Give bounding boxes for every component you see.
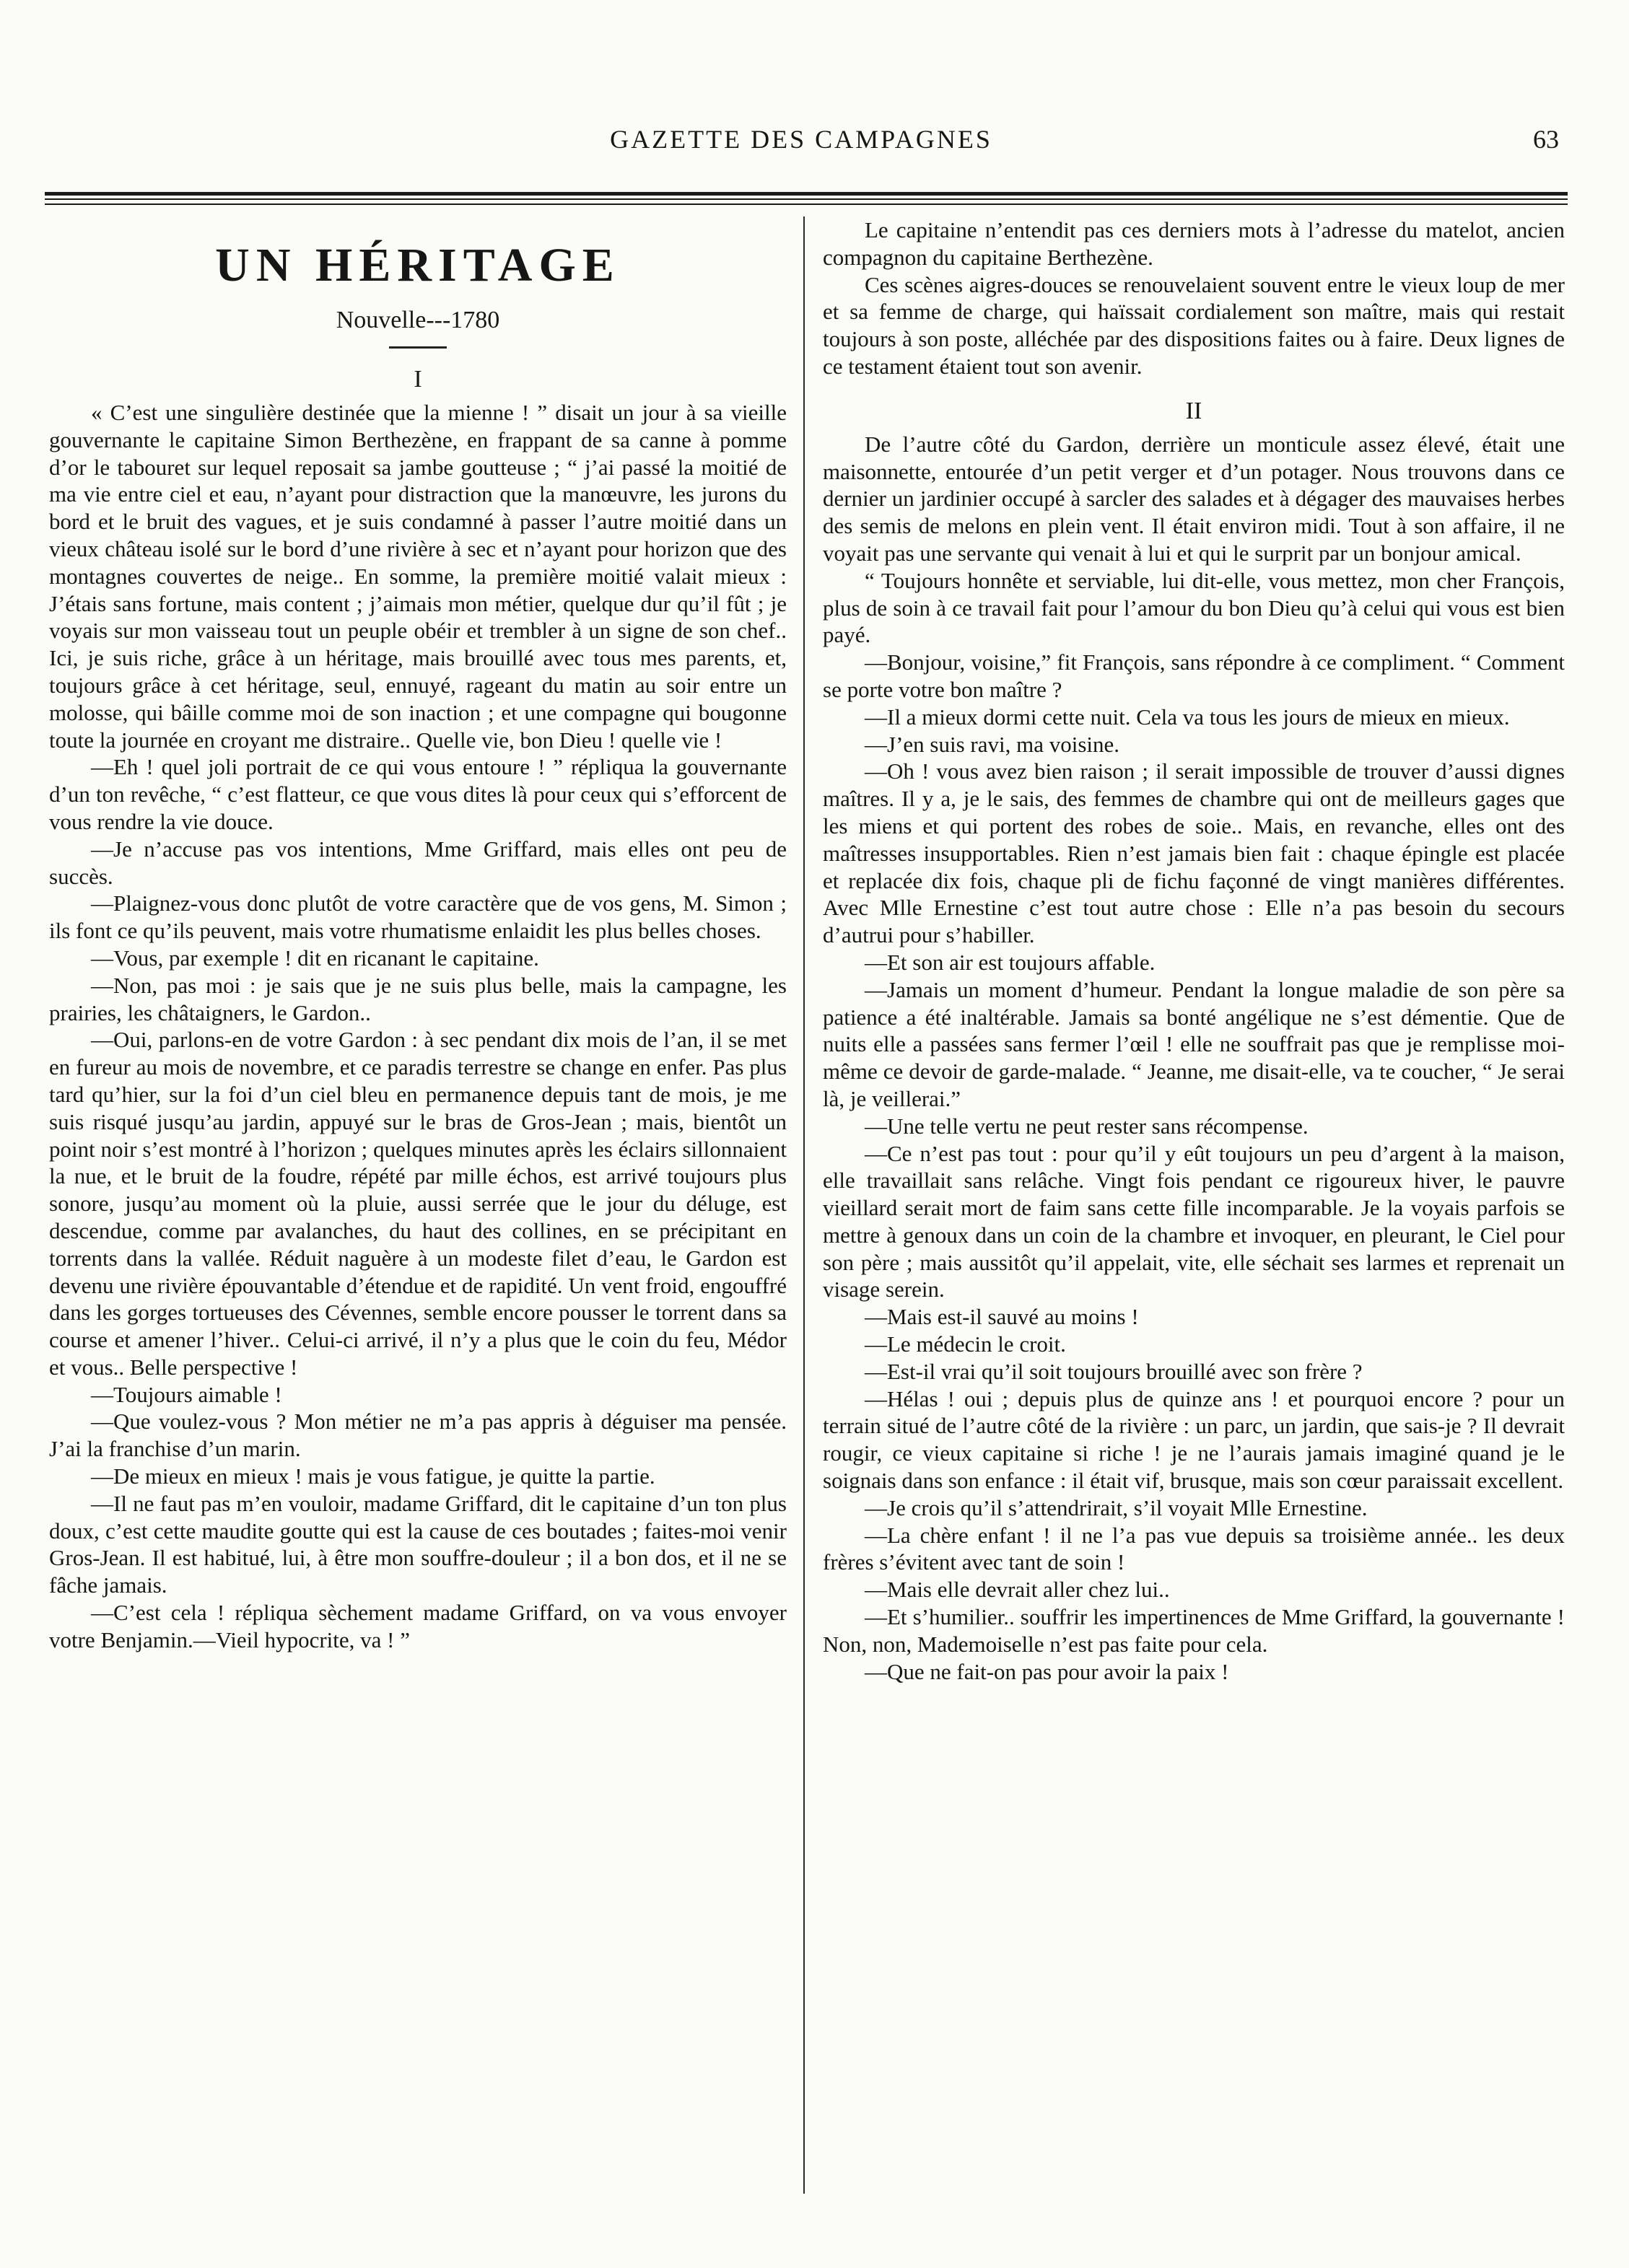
paragraph: Le capitaine n’entendit pas ces derniers mots à l’adresse du matelot, ancien compagnon du capitaine Berthezène.: [823, 217, 1565, 270]
section-number-1: I: [414, 366, 422, 393]
paragraph: —Je crois qu’il s’attendrirait, s’il voyait Mlle Ernestine.: [865, 1494, 1368, 1520]
paragraph: —Il a mieux dormi cette nuit. Cela va tous les jours de mieux en mieux.: [865, 704, 1510, 730]
paragraph: —Et son air est toujours affable.: [865, 949, 1156, 975]
paragraph: —Oh ! vous avez bien raison ; il serait impossible de trouver d’aussi dignes maîtres. Il y a, je le sais, des femmes de chambre qui ont de meilleurs gages que les miens et qui portent des robes de soie.. Mais, en revanche, elles ont des maîtresses insupportables. Rien n’est jamais bien fait : chaque épingle est placée et replacée dix fois, chaque pli de fichu façonné de vingt manières différentes. Avec Mlle Ernestine c’est tout autre chose : Elle n’a pas besoin du secours d’autrui pour s’habiller.: [823, 758, 1565, 948]
paragraph: —C’est cela ! répliqua sèchement madame Griffard, on va vous envoyer votre Benjamin.—Vieil hypocrite, va ! ”: [49, 1600, 787, 1652]
paragraph: —Ce n’est pas tout : pour qu’il y eût toujours un peu d’argent à la maison, elle travaillait sans relâche. Vingt fois pendant ce rigoureux hiver, le pauvre vieillard serait mort de faim sans cette fille incomparable. Je la voyais parfois se mettre à genoux dans un coin de la chambre et invoquer, en pleurant, le Ciel pour son père ; mais aussitôt qu’il appelait, vite, elle séchait ses larmes et reprenait un visage serein.: [823, 1140, 1565, 1302]
paragraph: —Bonjour, voisine,” fit François, sans répondre à ce compliment. “ Comment se porte votre bon maître ?: [823, 649, 1565, 702]
paragraph: —Que ne fait-on pas pour avoir la paix !: [865, 1658, 1229, 1684]
header-rule-thin: [45, 198, 1568, 200]
paragraph: —Une telle vertu ne peut rester sans récompense.: [865, 1113, 1309, 1139]
paragraph: —Oui, parlons-en de votre Gardon : à sec pendant dix mois de l’an, il se met en fureur au mois de novembre, et ce paradis terrestre se change en enfer. Pas plus tard qu’hier, sur la foi d’un ciel bleu en permanence depuis tant de mois, je me suis risqué jusqu’au jardin, appuyé sur le bras de Gros-Jean ; mais, bientôt un point noir s’est montré à l’horizon ; quelques minutes après les éclairs sillonnaient la nue, et le bruit de la foudre, répété par mille échos, est arrivé toujours plus sonore, jusqu’au moment où la pluie, aussi serrée que le jour du déluge, est descendue, comme par avalanches, du haut des collines, en se précipitant en torrents dans la vallée. Réduit naguère à un modeste filet d’eau, le Gardon est devenu une rivière épouvantable d’étendue et de rapidité. Un vent froid, engouffré dans les gorges tortueuses des Cévennes, semble encore pousser le torrent dans sa course et amener l’hiver.. Celui-ci arrivé, il n’y a plus que le coin du feu, Médor et vous.. Belle perspective !: [49, 1027, 787, 1380]
paragraph: —Il ne faut pas m’en vouloir, madame Griffard, dit le capitaine d’un ton plus doux, c’est cette maudite goutte qui est la cause de ces boutades ; faites-moi venir Gros-Jean. Il est habitué, lui, à être mon souffre-douleur ; il a bon dos, et il ne se fâche jamais.: [49, 1490, 787, 1598]
title-rule: [389, 346, 447, 349]
running-title: GAZETTE DES CAMPAGNES: [610, 125, 992, 154]
paragraph: —Vous, par exemple ! dit en ricanant le capitaine.: [91, 945, 539, 971]
paragraph: —Est-il vrai qu’il soit toujours brouillé avec son frère ?: [865, 1358, 1363, 1384]
paragraph: —Toujours aimable !: [91, 1381, 282, 1407]
paragraph: —Non, pas moi : je sais que je ne suis plus belle, mais la campagne, les prairies, les châtaigners, le Gardon..: [49, 972, 787, 1025]
running-head: [43, 124, 1559, 167]
paragraph: —Et s’humilier.. souffrir les impertinences de Mme Griffard, la gouvernante ! Non, non, Mademoiselle n’est pas faite pour cela.: [823, 1604, 1565, 1657]
paragraph: —Jamais un moment d’humeur. Pendant la longue maladie de son père sa patience a été inaltérable. Jamais sa bonté angélique ne s’est démentie. Que de nuits elle a passées sans fermer l’œil ! elle ne souffrait pas que je remplisse moi-même ce devoir de garde-malade. “ Jeanne, me disait-elle, va te coucher, “ Je serai là, je veillerai.”: [823, 976, 1565, 1111]
paragraph: —Que voulez-vous ? Mon métier ne m’a pas appris à déguiser ma pensée. J’ai la franchise d’un marin.: [49, 1409, 787, 1462]
left-column: [49, 216, 787, 1654]
paragraph: « C’est une singulière destinée que la mienne ! ” disait un jour à sa vieille gouvernante le capitaine Simon Berthezène, en frappant de sa canne à pomme d’or le tabouret sur lequel reposait sa jambe goutteuse ; “ j’ai passé la moitié de ma vie entre ciel et eau, n’ayant pour distraction que la manœuvre, les jurons du bord et le bruit des vagues, et je suis condamné à passer l’autre moitié dans un vieux château isolé sur le bord d’une rivière à sec et n’ayant pour horizon que des montagnes couvertes de neige.. En somme, la première moitié valait mieux : J’étais sans fortune, mais content ; j’aimais mon métier, quelque dur qu’il fût ; je voyais sur mon vaisseau tout un peuple obéir et trembler à un signe de son chef.. Ici, je suis riche, grâce à un héritage, mais brouillé avec tous mes parents, et, toujours grâce à cet héritage, seul, ennuyé, rageant du matin au soir entre un molosse, qui bâille comme moi de son inaction ; et une compagne qui bougonne toute la journée en croyant me distraire.. Quelle vie, bon Dieu ! quelle vie !: [49, 400, 787, 753]
page-number: 63: [1533, 125, 1559, 154]
paragraph: —Eh ! quel joli portrait de ce qui vous entoure ! ” répliqua la gouvernante d’un ton revêche, “ c’est flatteur, ce que vous dites là pour ceux qui s’efforcent de vous rendre la vie douce.: [49, 754, 787, 834]
paragraph: —J’en suis ravi, ma voisine.: [865, 731, 1120, 757]
section-number-2: II: [1185, 397, 1202, 424]
right-column: [823, 216, 1565, 1685]
paragraph: Ces scènes aigres-douces se renouvelaient souvent entre le vieux loup de mer et sa femme de charge, qui haïssait cordialement son maître, mais qui restait toujours à son poste, alléchée par des dispositions faites ou à faire. Deux lignes de ce testament étaient tout son avenir.: [823, 271, 1565, 379]
paragraph: “ Toujours honnête et serviable, lui dit-elle, vous mettez, mon cher François, plus de soin à ce travail fait pour l’amour du bon Dieu qu’à celui qui vous est bien payé.: [823, 567, 1565, 648]
paragraph: —La chère enfant ! il ne l’a pas vue depuis sa troisième année.. les deux frères s’évitent avec tant de soin !: [823, 1522, 1565, 1575]
paragraph: De l’autre côté du Gardon, derrière un monticule assez élevé, était une maisonnette, entourée d’un petit verger et d’un potager. Nous trouvons dans ce dernier un jardinier occupé à sarcler des salades et à dégager des mauvaises herbes des semis de melons en plein vent. Il était environ midi. Tout à son affaire, il ne voyait pas une servante qui venait à lui et qui le surprit par un bonjour amical.: [823, 431, 1565, 566]
paragraph: —Le médecin le croit.: [865, 1331, 1066, 1357]
story-subtitle: Nouvelle---1780: [336, 307, 500, 333]
paragraph: —Hélas ! oui ; depuis plus de quinze ans ! et pourquoi encore ? pour un terrain situé de l’autre côté de la rivière : un parc, un jardin, que sais-je ? Il devrait rougir, ce vieux capitaine si riche ! je ne l’aurais jamais imaginé quand je le soignais dans son enfance : il était vif, brusque, mais son cœur paraissait excellent.: [823, 1385, 1565, 1494]
paragraph: —Plaignez-vous donc plutôt de votre caractère que de vos gens, M. Simon ; ils font ce qu’ils peuvent, mais votre rhumatisme enlaidit les plus belles choses.: [49, 890, 787, 944]
paragraph: —De mieux en mieux ! mais je vous fatigue, je quitte la partie.: [91, 1463, 655, 1489]
column-divider: [803, 216, 805, 2194]
header-rule-thick: [45, 192, 1568, 196]
paragraph: —Mais elle devrait aller chez lui..: [865, 1577, 1170, 1603]
paragraph: —Mais est-il sauvé au moins !: [865, 1304, 1139, 1330]
paragraph: —Je n’accuse pas vos intentions, Mme Griffard, mais elles ont peu de succès.: [49, 836, 787, 889]
story-title: UN HÉRITAGE: [215, 239, 621, 292]
header-rule-thin-2: [45, 203, 1568, 205]
